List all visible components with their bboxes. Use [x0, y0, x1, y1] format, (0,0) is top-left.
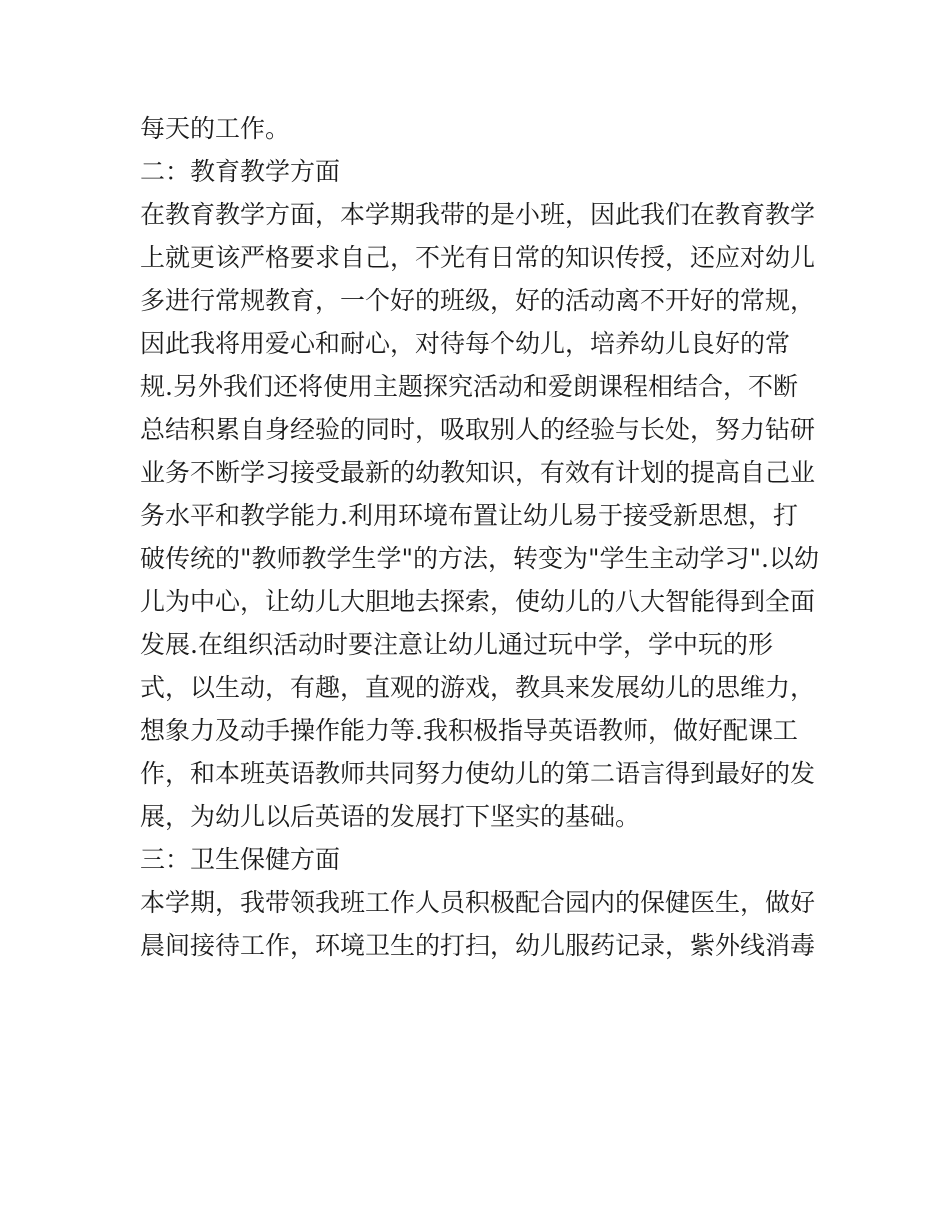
text-line: 想象力及动手操作能力等.我积极指导英语教师，做好配课工 [140, 716, 798, 745]
text-line: 破传统的"教师教学生学"的方法，转变为"学生主动学习".以幼 [140, 544, 819, 573]
section-heading: 三：卫生保健方面 [140, 845, 341, 874]
section-heading: 二：教育教学方面 [140, 157, 341, 186]
text-line: 晨间接待工作，环境卫生的打扫，幼儿服药记录，紫外线消毒 [140, 931, 816, 960]
text-line: 总结积累自身经验的同时，吸取别人的经验与长处，努力钻研 [140, 415, 816, 444]
text-line: 上就更该严格要求自己，不光有日常的知识传授，还应对幼儿 [140, 243, 816, 272]
text-line: 作，和本班英语教师共同努力使幼儿的第二语言得到最好的发 [140, 759, 816, 788]
document-body [140, 107, 820, 967]
text-line: 展，为幼儿以后英语的发展打下坚实的基础。 [140, 802, 641, 831]
text-line: 发展.在组织活动时要注意让幼儿通过玩中学，学中玩的形 [140, 630, 773, 659]
text-line: 因此我将用爱心和耐心，对待每个幼儿，培养幼儿良好的常 [140, 329, 791, 358]
text-line: 规.另外我们还将使用主题探究活动和爱朗课程相结合，不断 [140, 372, 798, 401]
text-line: 儿为中心，让幼儿大胆地去探索，使幼儿的八大智能得到全面 [140, 587, 816, 616]
text-line: 每天的工作。 [140, 114, 291, 143]
text-line: 多进行常规教育，一个好的班级，好的活动离不开好的常规， [140, 286, 816, 315]
text-line: 式，以生动，有趣，直观的游戏，教具来发展幼儿的思维力， [140, 673, 816, 702]
text-line: 务水平和教学能力.利用环境布置让幼儿易于接受新思想，打 [140, 501, 798, 530]
text-line: 在教育教学方面，本学期我带的是小班，因此我们在教育教学 [140, 200, 816, 229]
text-line: 业务不断学习接受最新的幼教知识，有效有计划的提高自己业 [140, 458, 816, 487]
text-line: 本学期，我带领我班工作人员积极配合园内的保健医生，做好 [140, 888, 816, 917]
